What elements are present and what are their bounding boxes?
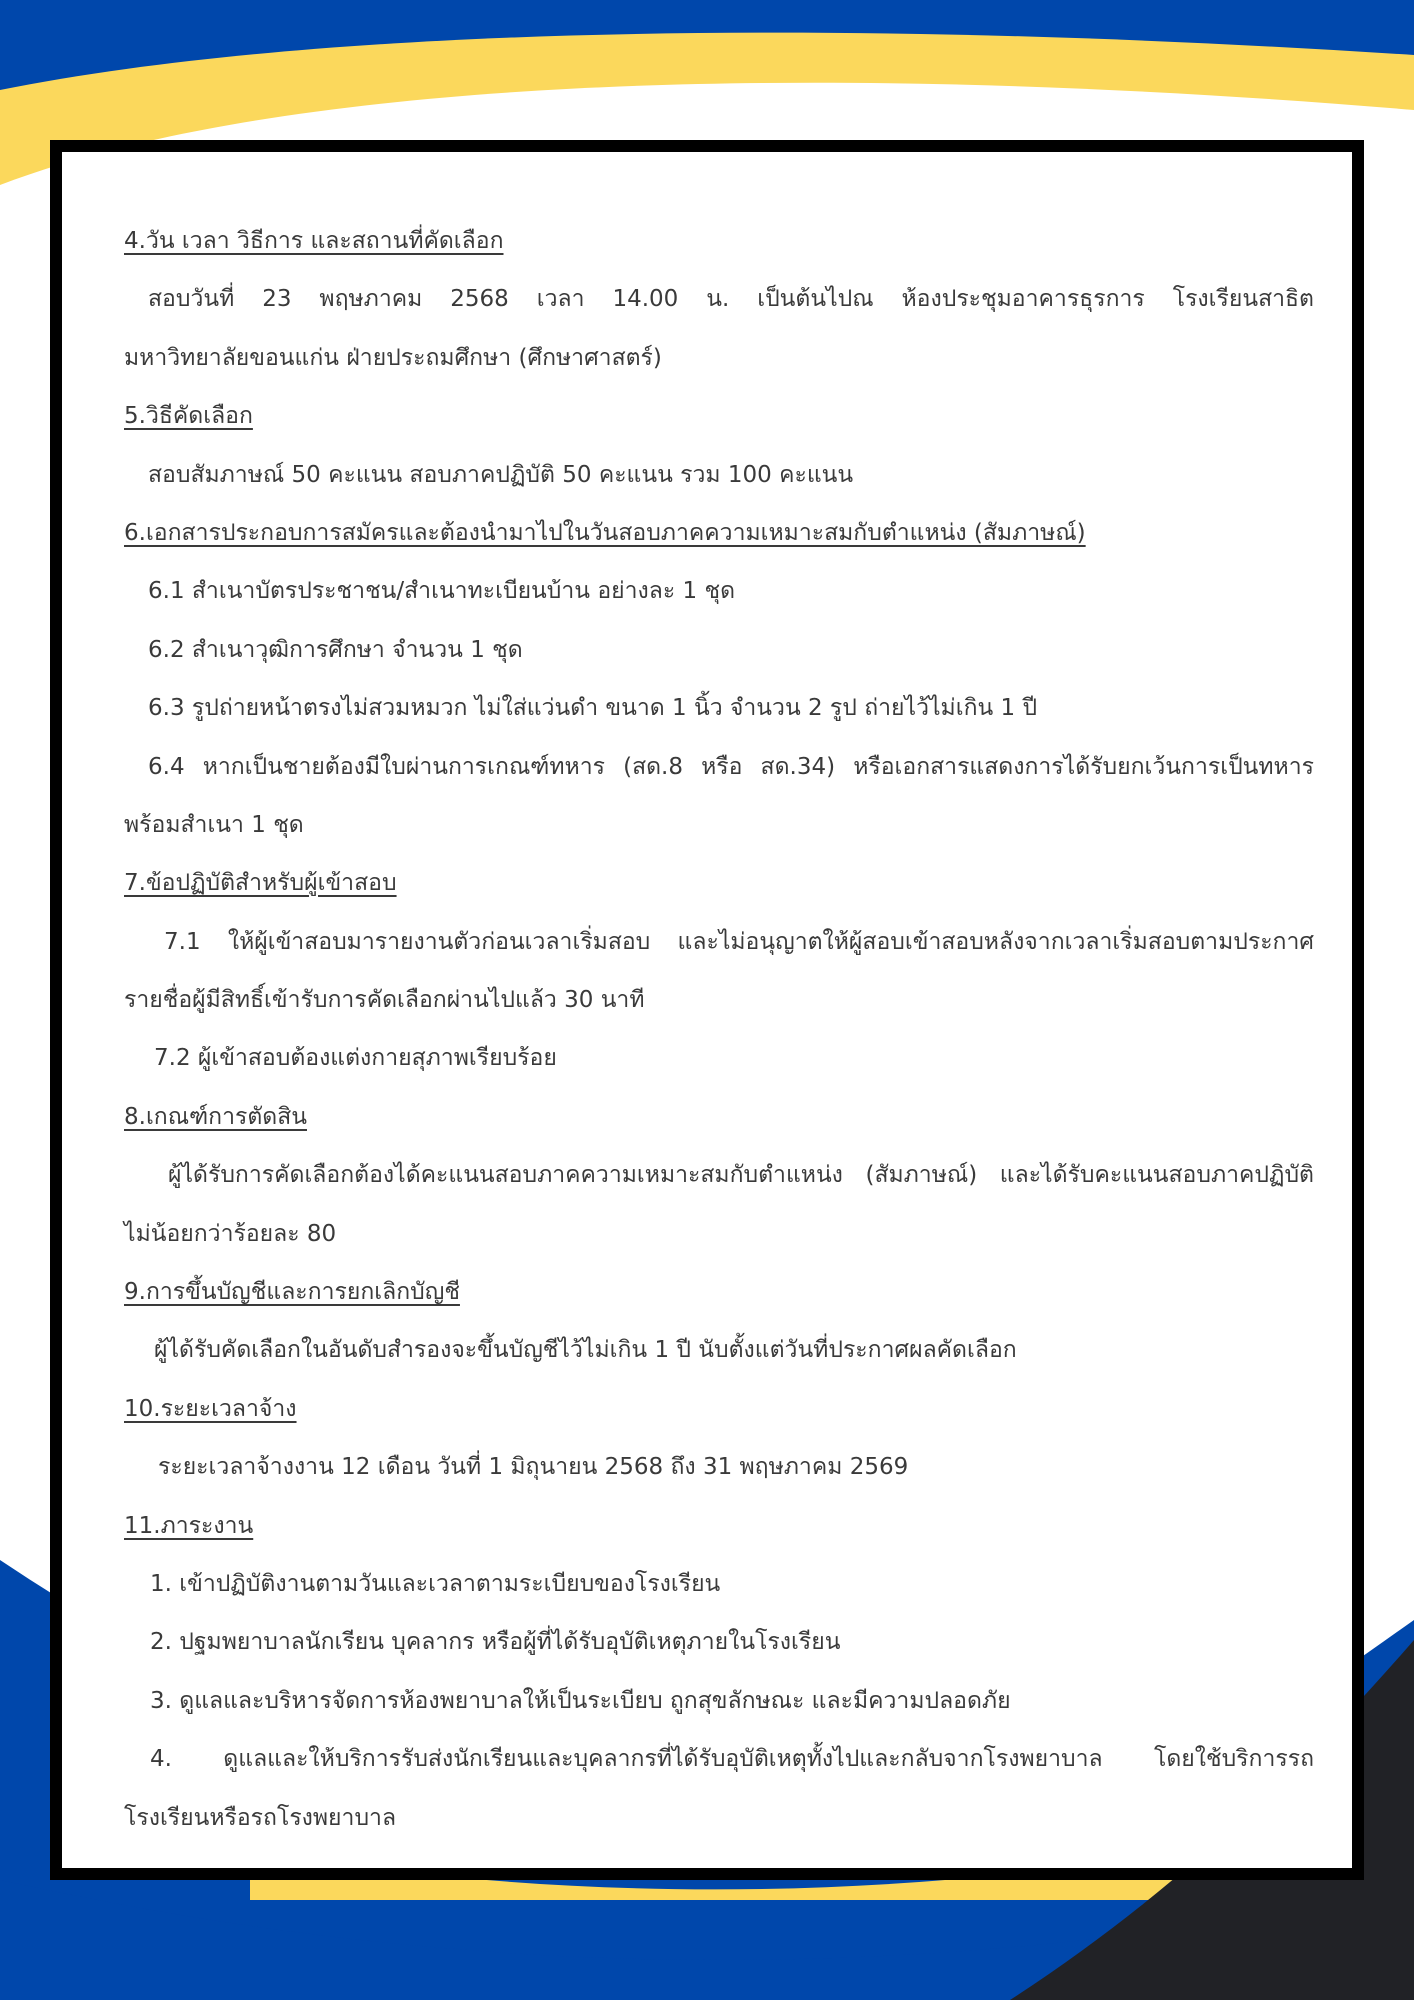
section-11-item-4-line-1: 4. ดูแลและให้บริการรับส่งนักเรียนและบุคลากรที่ได้รับอุบัติเหตุทั้งไปและกลับจากโรงพยาบาล โดยใช้บริการรถ [150,1746,1314,1773]
section-8-heading: 8.เกณฑ์การตัดสิน [124,1103,307,1130]
section-11-item-2: 2. ปฐมพยาบาลนักเรียน บุคลากร หรือผู้ที่ได้รับอุบัติเหตุภายในโรงเรียน [150,1629,841,1656]
section-11-item-3: 3. ดูแลและบริหารจัดการห้องพยาบาลให้เป็นระเบียบ ถูกสุขลักษณะ และมีความปลอดภัย [150,1687,1011,1714]
section-6-item-3: 6.3 รูปถ่ายหน้าตรงไม่สวมหมวก ไม่ใส่แว่นดำ ขนาด 1 นิ้ว จำนวน 2 รูป ถ่ายไว้ไม่เกิน 1 ปี [148,695,1038,722]
section-6-item-1: 6.1 สำเนาบัตรประชาชน/สำเนาทะเบียนบ้าน อย่างละ 1 ชุด [148,578,736,605]
document-frame [50,140,1364,1880]
section-7-item-1-line-2: รายชื่อผู้มีสิทธิ์เข้ารับการคัดเลือกผ่านไปแล้ว 30 นาที [124,987,645,1014]
section-7-item-1-line-1: 7.1 ให้ผู้เข้าสอบมารายงานตัวก่อนเวลาเริ่มสอบ และไม่อนุญาตให้ผู้สอบเข้าสอบหลังจากเวลาเริ่มสอบตามประกาศ [164,928,1314,955]
section-6-item-2: 6.2 สำเนาวุฒิการศึกษา จำนวน 1 ชุด [148,636,523,663]
document-content [124,226,1314,1861]
section-5-text: สอบสัมภาษณ์ 50 คะแนน สอบภาคปฏิบัติ 50 คะแนน รวม 100 คะแนน [148,461,854,488]
section-10-text: ระยะเวลาจ้างงาน 12 เดือน วันที่ 1 มิถุนายน 2568 ถึง 31 พฤษภาคม 2569 [158,1454,909,1481]
section-11-item-1: 1. เข้าปฏิบัติงานตามวันและเวลาตามระเบียบของโรงเรียน [150,1570,721,1597]
section-8-text-line-2: ไม่น้อยกว่าร้อยละ 80 [124,1220,337,1247]
section-4-text-line-2: มหาวิทยาลัยขอนแก่น ฝ่ายประถมศึกษา (ศึกษาศาสตร์) [124,344,662,371]
section-11-heading: 11.ภาระงาน [124,1512,254,1539]
section-10-heading: 10.ระยะเวลาจ้าง [124,1395,297,1422]
section-4-text-line-1: สอบวันที่ 23 พฤษภาคม 2568 เวลา 14.00 น. เป็นต้นไปณ ห้องประชุมอาคารธุรการ โรงเรียนสาธิต [148,286,1314,313]
section-4-heading: 4.วัน เวลา วิธีการ และสถานที่คัดเลือก [124,228,504,254]
section-9-text: ผู้ได้รับคัดเลือกในอันดับสำรองจะขึ้นบัญชีไว้ไม่เกิน 1 ปี นับตั้งแต่วันที่ประกาศผลคัดเลือก [154,1337,1017,1364]
section-6-item-4-line-2: พร้อมสำเนา 1 ชุด [124,811,304,838]
section-8-text-line-1: ผู้ได้รับการคัดเลือกต้องได้คะแนนสอบภาคความเหมาะสมกับตำแหน่ง (สัมภาษณ์) และได้รับคะแนนสอบภาคปฏิบัติ [168,1162,1314,1189]
section-7-heading: 7.ข้อปฏิบัติสำหรับผู้เข้าสอบ [124,870,397,897]
document-page [62,152,1352,1868]
section-5-heading: 5.วิธีคัดเลือก [124,403,253,430]
section-6-item-4-line-1: 6.4 หากเป็นชายต้องมีใบผ่านการเกณฑ์ทหาร (สด.8 หรือ สด.34) หรือเอกสารแสดงการได้รับยกเว้นการเป็นทหาร [148,753,1314,780]
section-6-heading: 6.เอกสารประกอบการสมัครและต้องนำมาไปในวันสอบภาคความเหมาะสมกับตำแหน่ง (สัมภาษณ์) [124,519,1086,546]
section-9-heading: 9.การขึ้นบัญชีและการยกเลิกบัญชี [124,1279,460,1306]
section-7-item-2: 7.2 ผู้เข้าสอบต้องแต่งกายสุภาพเรียบร้อย [154,1045,557,1072]
section-11-item-4-line-2: โรงเรียนหรือรถโรงพยาบาล [124,1804,397,1831]
